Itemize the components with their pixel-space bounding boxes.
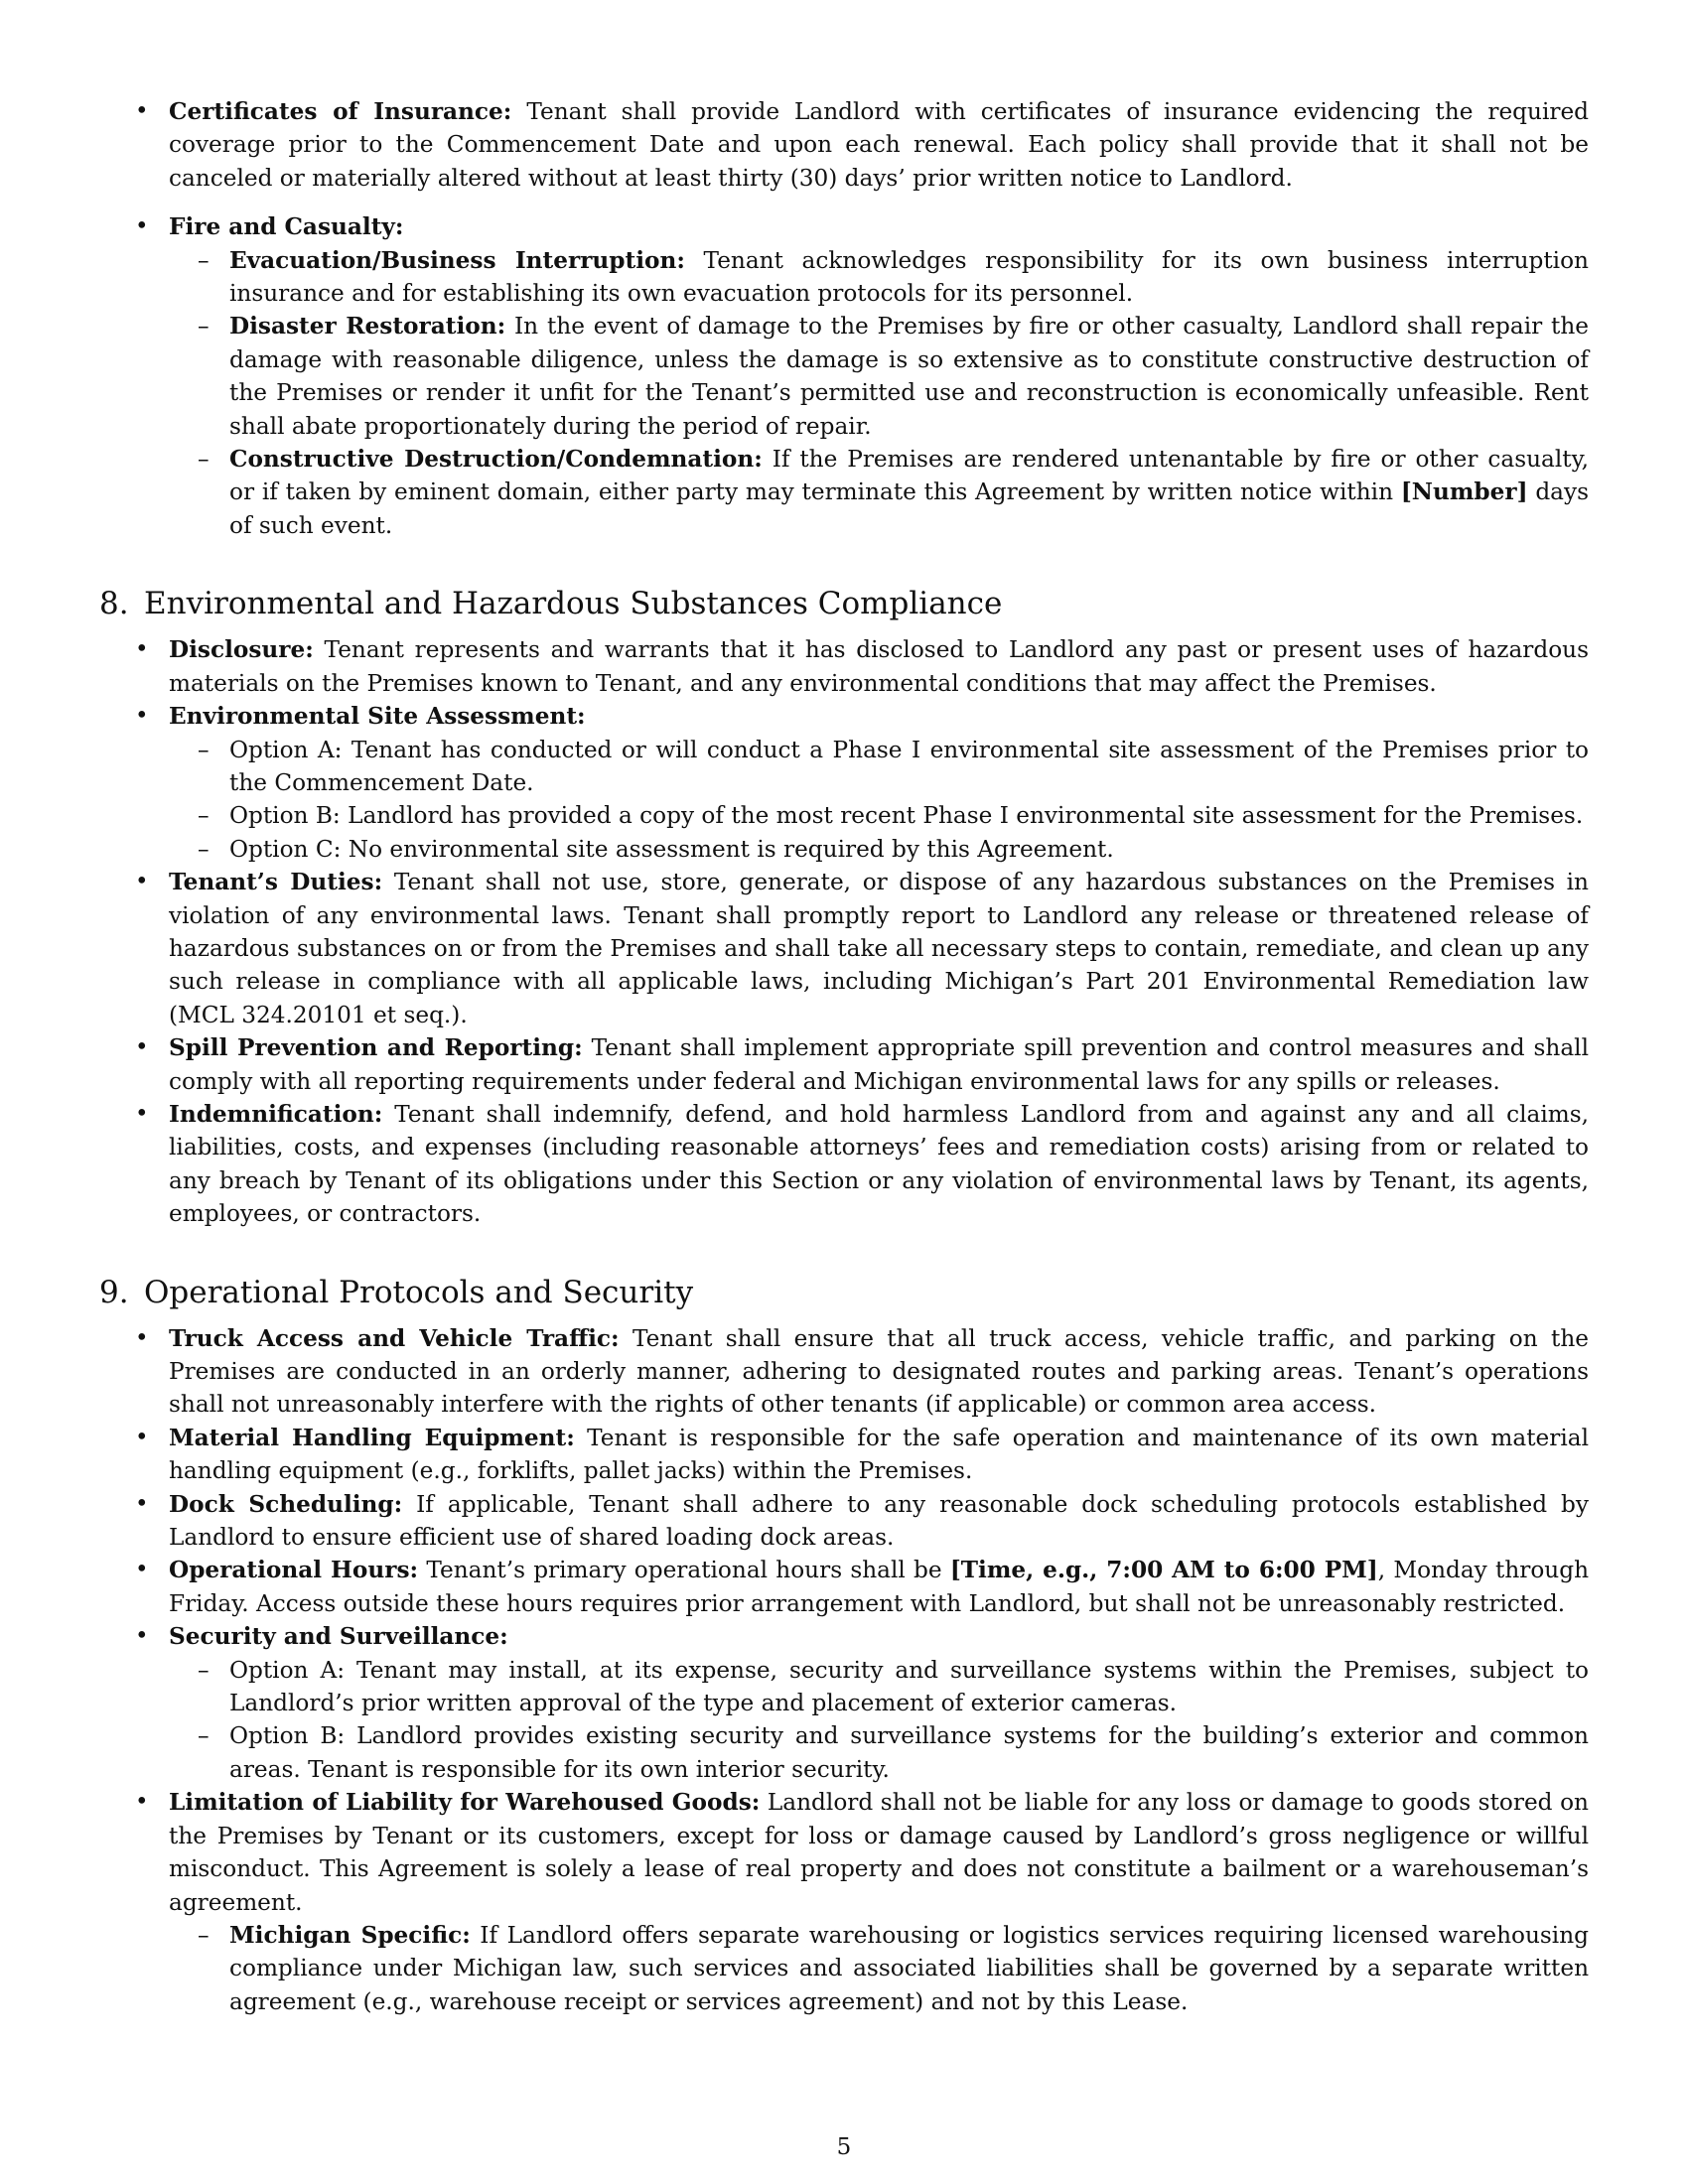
item-title: Environmental Site Assessment: <box>169 703 586 731</box>
list-item-spill <box>99 1031 1589 1098</box>
security-options <box>169 1654 1589 1787</box>
item-title: Truck Access and Vehicle Traffic: <box>169 1324 620 1352</box>
section-title: Operational Protocols and Security <box>144 1274 694 1310</box>
item-text: Landlord shall not be liable for any loss or damage to goods stored on the Premises by Tenant or its customers, except for loss or damage caused by Landlord’s gross negligence or willful misconduct. This Agreement is solely a lease of real property and does not constitute a bailment or a warehouseman’s agreement. <box>169 1789 1589 1916</box>
section-8-heading <box>99 584 1589 623</box>
item-title: Evacuation/Business Interruption: <box>229 246 685 274</box>
fire-casualty-sublist <box>169 244 1589 543</box>
sublist-item-michigan <box>169 1919 1589 2018</box>
section-9-list <box>99 1322 1589 2019</box>
item-title: Material Handling Equipment: <box>169 1424 575 1451</box>
item-text: Tenant is responsible for the safe operation and maintenance of its own material handling equipment (e.g., forklifts, pallet jacks) within the Premises. <box>169 1424 1589 1485</box>
list-item-fire-casualty <box>99 210 1589 542</box>
item-text: Tenant shall implement appropriate spill prevention and control measures and shall comply with all reporting requirements under federal and Michigan environmental laws for any spills or releases. <box>169 1034 1589 1095</box>
list-item-certificates <box>99 95 1589 195</box>
item-text: , Monday through Friday. Access outside these hours requires prior arrangement with Landlord, but shall not be unreasonably restricted. <box>169 1557 1590 1617</box>
list-item-equipment <box>99 1422 1589 1488</box>
sublist-item-restoration <box>169 310 1589 443</box>
list-item-indemnification <box>99 1098 1589 1231</box>
item-title: Fire and Casualty: <box>169 213 404 241</box>
option-item: – Option A: Tenant has conducted or will conduct a Phase I environmental site assessment of the Premises prior to the Commencement Date. <box>169 734 1589 800</box>
item-title: Security and Surveillance: <box>169 1623 508 1651</box>
document-page <box>99 95 1589 2018</box>
item-text: If the Premises are rendered untenantable by fire or other casualty, or if taken by eminent domain, either party may terminate this Agreement by written notice within <box>229 446 1589 506</box>
item-title: Limitation of Liability for Warehoused Goods: <box>169 1789 761 1817</box>
list-item-truck <box>99 1322 1589 1422</box>
placeholder-hours: [Time, e.g., 7:00 AM to 6:00 PM] <box>949 1557 1378 1584</box>
item-text: Tenant acknowledges responsibility for its own business interruption insurance and for establishing its own evacuation protocols for its personnel. <box>229 246 1589 308</box>
list-item-duties <box>99 866 1589 1031</box>
item-title: Operational Hours: <box>169 1557 419 1584</box>
section-number: 8. <box>99 586 129 622</box>
item-title: Disaster Restoration: <box>229 313 506 341</box>
item-title: Constructive Destruction/Condemnation: <box>229 446 763 474</box>
item-text: Tenant shall ensure that all truck access, vehicle traffic, and parking on the Premises are conducted in an orderly manner, adhering to designated routes and parking areas. Tenant’s operations shall not unreasonably interfere with the rights of other tenants (if applicable) or common area access. <box>169 1324 1589 1419</box>
insurance-list <box>99 95 1589 542</box>
option-item: – Option A: Tenant may install, at its expense, security and surveillance systems within the Premises, subject to Landlord’s prior written approval of the type and placement of exterior cameras. <box>169 1654 1589 1720</box>
item-text: Tenant represents and warrants that it has disclosed to Landlord any past or present uses of hazardous materials on the Premises known to Tenant, and any environmental conditions that may affect the Premises. <box>169 636 1590 697</box>
sublist-item-destruction <box>169 443 1589 542</box>
section-number: 9. <box>99 1274 129 1310</box>
option-item: – Option C: No environmental site assessment is required by this Agreement. <box>169 833 1589 866</box>
item-title: Certificates of Insurance: <box>169 98 512 125</box>
section-title: Environmental and Hazardous Substances Compliance <box>144 586 1003 622</box>
page-number: 5 <box>836 2134 852 2160</box>
list-item-dock <box>99 1488 1589 1555</box>
list-item-hours <box>99 1554 1589 1620</box>
list-item-liability <box>99 1786 1589 2018</box>
sublist-item-evacuation <box>169 244 1589 311</box>
section-8-list <box>99 633 1589 1230</box>
item-title: Disclosure: <box>169 636 314 664</box>
assessment-options <box>169 734 1589 867</box>
item-text: Tenant shall indemnify, defend, and hold harmless Landlord from and against any and all claims, liabilities, costs, and expenses (including reasonable attorneys’ fees and remediation costs) arising from or related to any breach by Tenant of its obligations under this Section or any violation of environmental laws by Tenant, its agents, employees, or contractors. <box>169 1100 1589 1228</box>
item-text: Tenant shall provide Landlord with certificates of insurance evidencing the required coverage prior to the Commencement Date and upon each renewal. Each policy shall provide that it shall not be canceled or materially altered without at least thirty (30) days’ prior written notice to Landlord. <box>169 98 1590 192</box>
placeholder-number: [Number] <box>1400 478 1528 506</box>
option-item: – Option B: Landlord has provided a copy of the most recent Phase I environmental site assessment for the Premises. <box>169 799 1589 832</box>
list-item-security <box>99 1620 1589 1786</box>
item-text: Tenant’s primary operational hours shall be <box>426 1557 942 1584</box>
liability-sublist <box>169 1919 1589 2018</box>
list-item-disclosure <box>99 633 1589 700</box>
item-title: Tenant’s Duties: <box>169 869 383 896</box>
item-title: Michigan Specific: <box>229 1921 471 1949</box>
section-9-heading <box>99 1273 1589 1312</box>
item-text: If applicable, Tenant shall adhere to any reasonable dock scheduling protocols established by Landlord to ensure efficient use of shared loading dock areas. <box>169 1490 1589 1552</box>
item-text: If Landlord offers separate warehousing or logistics services requiring licensed warehousing compliance under Michigan law, such services and associated liabilities shall be governed by a separate written agreement (e.g., warehouse receipt or services agreement) and not by this Lease. <box>229 1921 1590 2015</box>
item-title: Dock Scheduling: <box>169 1490 403 1518</box>
list-item-assessment <box>99 700 1589 866</box>
option-item: – Option B: Landlord provides existing security and surveillance systems for the building’s exterior and common areas. Tenant is responsible for its own interior security. <box>169 1719 1589 1786</box>
item-text: days of such event. <box>229 478 1590 539</box>
item-title: Indemnification: <box>169 1100 383 1128</box>
item-text: In the event of damage to the Premises by fire or other casualty, Landlord shall repair the damage with reasonable diligence, unless the damage is so extensive as to constitute constructive destruction of the Premises or render it unfit for the Tenant’s permitted use and reconstruction is economically unfeasible. Rent shall abate proportionately during the period of repair. <box>229 313 1590 440</box>
item-title: Spill Prevention and Reporting: <box>169 1034 583 1062</box>
item-text: Tenant shall not use, store, generate, or dispose of any hazardous substances on the Premises in violation of any environmental laws. Tenant shall promptly report to Landlord any release or threatened release of hazardous substances on or from the Premises and shall take all necessary steps to contain, remediate, and clean up any such release in compliance with all applicable laws, including Michigan’s Part 201 Environmental Remediation law (MCL 324.20101 et seq.). <box>169 869 1589 1028</box>
